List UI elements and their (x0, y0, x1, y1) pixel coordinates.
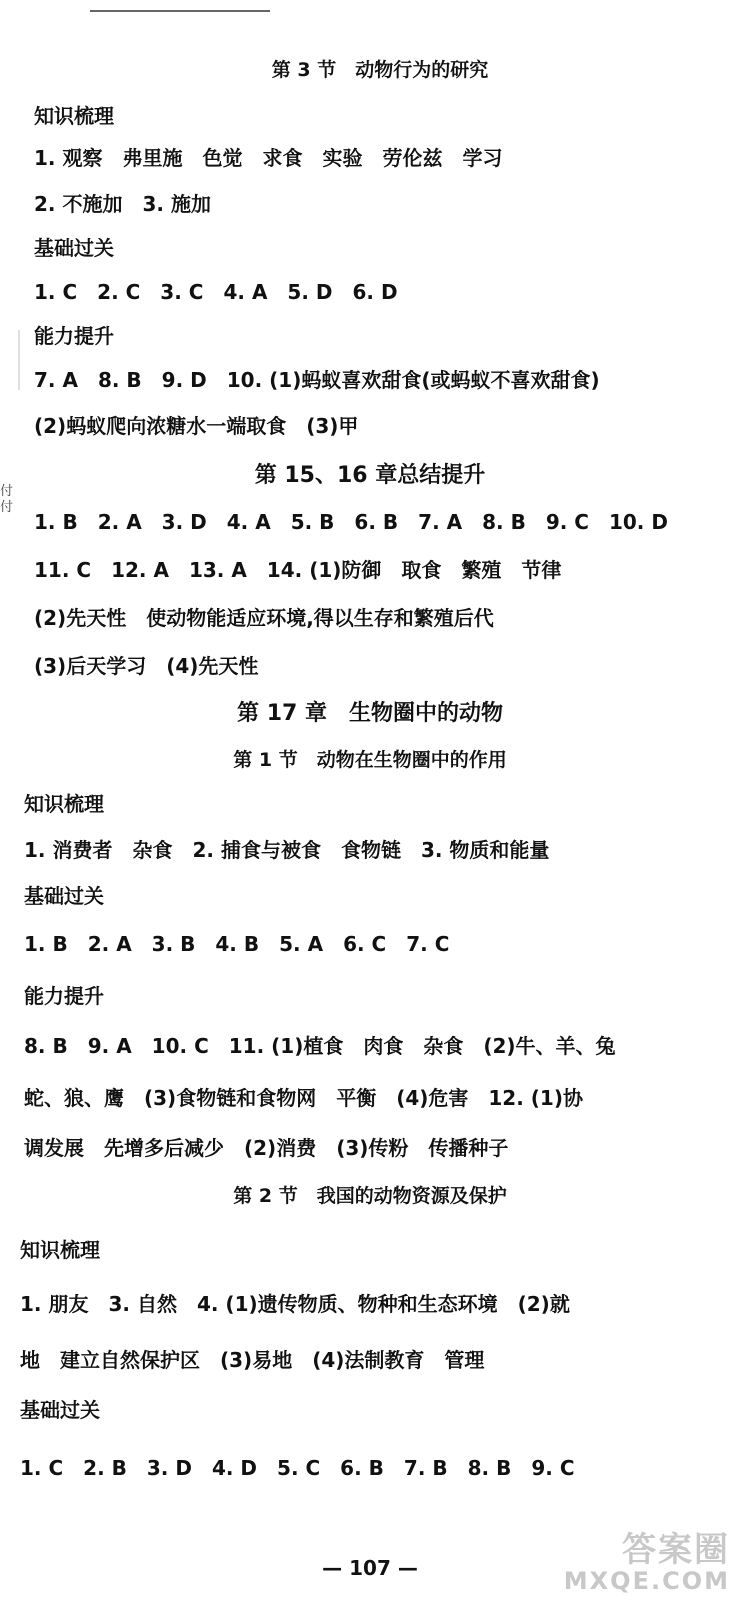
answer-line: 7. A 8. B 9. D 10. (1)蚂蚁喜欢甜食(或蚂蚁不喜欢甜食) (34, 368, 600, 392)
watermark-en: MXQE.COM (563, 1567, 730, 1595)
subheading: 基础过关 (20, 1398, 100, 1422)
site-watermark (564, 1532, 730, 1594)
answer-line: 1. B 2. A 3. B 4. B 5. A 6. C 7. C (24, 932, 450, 956)
subheading: 能力提升 (24, 984, 104, 1008)
chapter-summary-title: 第 15、16 章总结提升 (254, 463, 486, 488)
side-decoration (0, 330, 20, 390)
answer-line: 1. 消费者 杂食 2. 捕食与被食 食物链 3. 物质和能量 (24, 838, 550, 862)
answer-line: (3)后天学习 (4)先天性 (34, 654, 259, 678)
answer-line: 蛇、狼、鹰 (3)食物链和食物网 平衡 (4)危害 12. (1)协 (24, 1086, 583, 1110)
answer-line: 11. C 12. A 13. A 14. (1)防御 取食 繁殖 节律 (34, 558, 562, 582)
subheading: 能力提升 (34, 324, 114, 348)
answer-line: 1. B 2. A 3. D 4. A 5. B 6. B 7. A 8. B 9. C 10. D (34, 510, 668, 534)
answer-line: (2)先天性 使动物能适应环境,得以生存和繁殖后代 (34, 606, 494, 630)
answer-line: 1. 观察 弗里施 色觉 求食 实验 劳伦兹 学习 (34, 146, 503, 170)
answer-line: 8. B 9. A 10. C 11. (1)植食 肉食 杂食 (2)牛、羊、兔 (24, 1034, 616, 1058)
side-mark: 付 (0, 500, 14, 515)
answer-line: 1. C 2. C 3. C 4. A 5. D 6. D (34, 280, 398, 304)
subheading: 基础过关 (24, 884, 104, 908)
answer-line: 2. 不施加 3. 施加 (34, 192, 211, 216)
answer-line: 1. 朋友 3. 自然 4. (1)遗传物质、物种和生态环境 (2)就 (20, 1292, 570, 1316)
top-rule (90, 10, 270, 12)
watermark-cn: 答案圈 (622, 1530, 730, 1570)
subheading: 知识梳理 (24, 792, 104, 816)
section-title: 第 1 节 动物在生物圈中的作用 (233, 749, 507, 771)
subheading: 基础过关 (34, 236, 114, 260)
answer-line: (2)蚂蚁爬向浓糖水一端取食 (3)甲 (34, 414, 359, 438)
page-number: — 107 — (322, 1556, 418, 1580)
answer-line: 调发展 先增多后减少 (2)消费 (3)传粉 传播种子 (24, 1136, 509, 1160)
answer-line: 地 建立自然保护区 (3)易地 (4)法制教育 管理 (20, 1348, 485, 1372)
subheading: 知识梳理 (20, 1238, 100, 1262)
section-title: 第 3 节 动物行为的研究 (271, 59, 489, 81)
section-title: 第 2 节 我国的动物资源及保护 (233, 1185, 507, 1207)
side-mark: 付 (0, 484, 14, 499)
chapter-title: 第 17 章 生物圈中的动物 (237, 701, 503, 726)
answer-line: 1. C 2. B 3. D 4. D 5. C 6. B 7. B 8. B 9. C (20, 1456, 575, 1480)
subheading: 知识梳理 (34, 104, 114, 128)
